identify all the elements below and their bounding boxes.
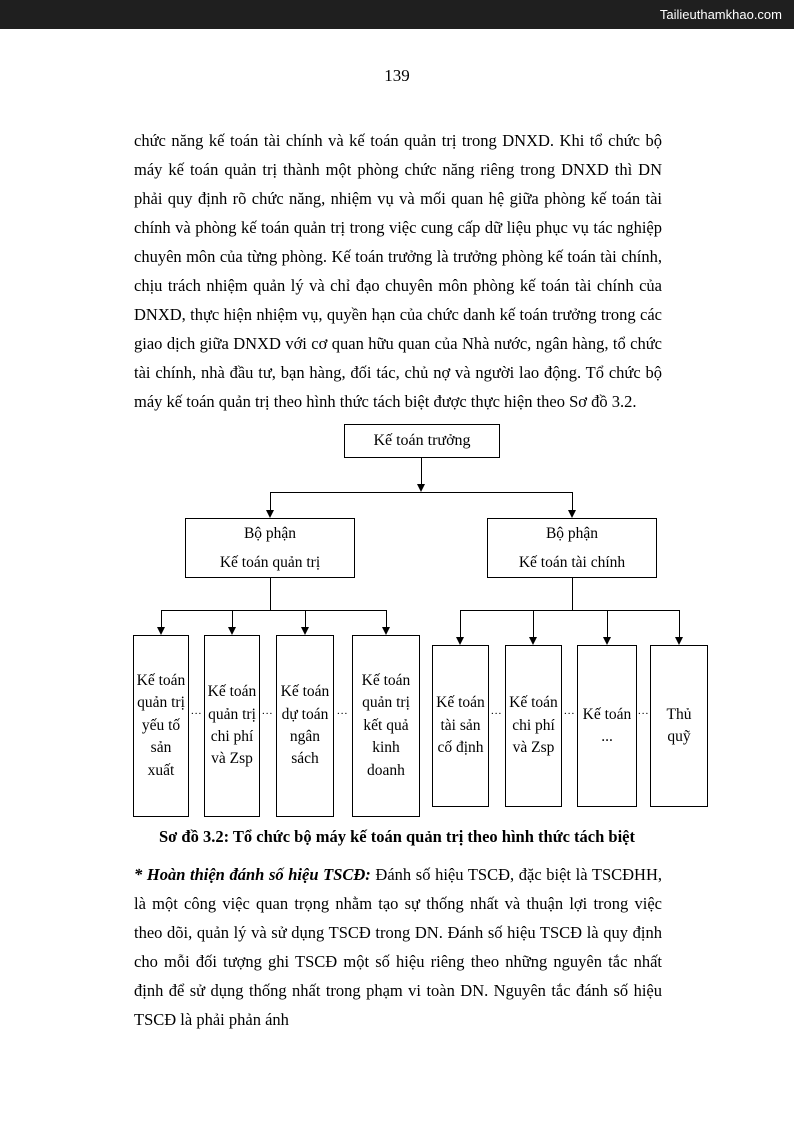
arrow-down-icon — [417, 484, 425, 492]
org-box-label: Kế toán tài chính — [518, 554, 626, 571]
ellipsis-separator: ... — [564, 705, 576, 717]
arrow-down-icon — [382, 627, 390, 635]
org-box-management-accounting-dept — [185, 518, 355, 578]
org-box-financial-accounting-dept — [487, 518, 657, 578]
connector-line — [161, 610, 162, 627]
org-box-child: Thủ quỹ — [650, 645, 708, 807]
arrow-down-icon — [266, 510, 274, 518]
ellipsis-separator: ... — [638, 705, 650, 717]
org-box-child: Kế toán dự toán ngân sách — [276, 635, 334, 817]
paragraph-secondary — [134, 860, 662, 1034]
org-box-root: Kế toán trưởng — [344, 424, 500, 458]
arrow-down-icon — [568, 510, 576, 518]
connector-line — [460, 610, 680, 611]
ellipsis-separator: ... — [262, 705, 274, 717]
org-box-child: Kế toán quản trị kết quả kinh doanh — [352, 635, 420, 817]
ellipsis-separator: ... — [491, 705, 503, 717]
connector-line — [305, 610, 306, 627]
org-box-child: Kế toán tài sản cố định — [432, 645, 489, 807]
paragraph-rest: Đánh số hiệu TSCĐ, đặc biệt là TSCĐHH, là một công việc quan trọng nhằm tạo sự thống nhất và thuận lợi trong việc theo dõi, quản lý và sử dụng TSCĐ trong DN. Đánh số hiệu TSCĐ là quy định cho mỗi đối tượng ghi TSCĐ một số hiệu riêng theo những nguyên tắc nhất định để sử dụng thống nhất trong phạm vi toàn DN. Nguyên tắc đánh số hiệu TSCĐ là phải phản ánh — [134, 865, 663, 1029]
org-box-label: Bộ phận — [545, 524, 599, 542]
connector-line — [161, 610, 387, 611]
connector-line — [270, 492, 573, 493]
paragraph-main: chức năng kế toán tài chính và kế toán quản trị trong DNXD. Khi tổ chức bộ máy kế toán quản trị thành một phòng chức năng riêng trong DNXD thì DN phải quy định rõ chức năng, nhiệm vụ và mối quan hệ giữa phòng kế toán tài chính và phòng kế toán quản trị trong việc cung cấp dữ liệu phục vụ tác nghiệp chuyên môn của từng phòng. Kế toán trưởng là trưởng phòng kế toán tài chính, chịu trách nhiệm quản lý và chỉ đạo chuyên môn phòng kế toán tài chính của DNXD, thực hiện nhiệm vụ, quyền hạn của chức danh kế toán trưởng trong các giao dịch giữa DNXD với cơ quan hữu quan của Nhà nước, ngân hàng, tổ chức tài chính, nhà đầu tư, bạn hàng, đối tác, chủ nợ và người lao động. Tổ chức bộ máy kế toán quản trị theo hình thức tách biệt được thực hiện theo Sơ đồ 3.2. — [134, 131, 662, 411]
connector-line — [270, 492, 271, 510]
org-box-label: Kế toán quản trị — [219, 554, 321, 571]
org-chart — [0, 422, 794, 822]
arrow-down-icon — [529, 637, 537, 645]
connector-line — [572, 492, 573, 510]
arrow-down-icon — [301, 627, 309, 635]
arrow-down-icon — [675, 637, 683, 645]
connector-line — [421, 458, 422, 484]
ellipsis-separator: ... — [337, 705, 349, 717]
watermark-text: Tailieuthamkhao.com — [659, 7, 782, 22]
org-box-child: Kế toán quản trị yếu tố sản xuất — [133, 635, 189, 817]
figure-caption: Sơ đồ 3.2: Tổ chức bộ máy kế toán quản trị theo hình thức tách biệt — [158, 827, 636, 846]
connector-line — [232, 610, 233, 627]
connector-line — [572, 578, 573, 611]
org-box-child: Kế toán chi phí và Zsp — [505, 645, 562, 807]
watermark-bar — [0, 0, 794, 29]
connector-line — [270, 578, 271, 611]
paragraph-lead: * Hoàn thiện đánh số hiệu TSCĐ: — [134, 865, 371, 884]
org-box-child: Kế toán quản trị chi phí và Zsp — [204, 635, 260, 817]
arrow-down-icon — [456, 637, 464, 645]
connector-line — [679, 610, 680, 637]
connector-line — [386, 610, 387, 627]
connector-line — [607, 610, 608, 637]
arrow-down-icon — [157, 627, 165, 635]
org-box-label: Bộ phận — [243, 524, 297, 542]
arrow-down-icon — [228, 627, 236, 635]
arrow-down-icon — [603, 637, 611, 645]
ellipsis-separator: ... — [191, 705, 203, 717]
connector-line — [460, 610, 461, 637]
page-number: 139 — [384, 66, 410, 85]
org-box-child: Kế toán ... — [577, 645, 637, 807]
connector-line — [533, 610, 534, 637]
